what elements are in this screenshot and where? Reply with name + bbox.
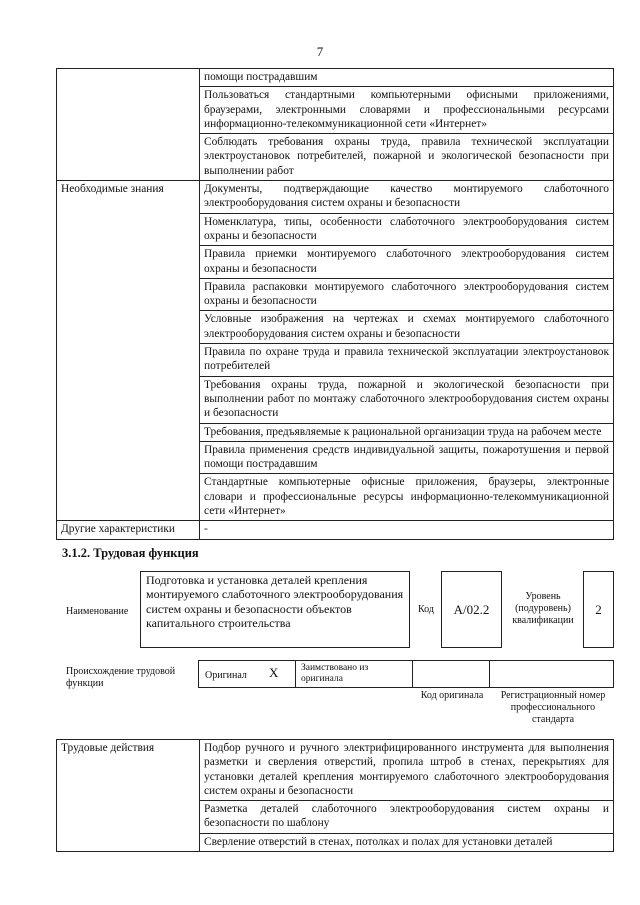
level-label: Уровень (подуровень) квалификации <box>512 591 574 626</box>
reg-number-cell <box>489 660 614 688</box>
table-row <box>57 521 614 539</box>
row-text: Сверление отверстий в стенах, потолках и полах для установки деталей <box>200 833 614 851</box>
original-mark: X <box>269 665 279 680</box>
row-text: Соблюдать требования охраны труда, правила технической эксплуатации электроустановок потребителей, пожарной и экологической безопасности при выполнении работ <box>200 134 614 181</box>
page-number: 7 <box>316 44 324 59</box>
row-text: Стандартные компьютерные офисные приложения, браузеры, электронные словари и профессиональные ресурсы информационно-телекоммуникационной сети «Интернет» <box>200 474 614 521</box>
name-label: Наименование <box>66 606 129 617</box>
row-text: Подбор ручного и ручного электрифицированного инструмента для выполнения разметки и сверления отверстий, пропила штроб в стенах, перекрытиях для установки деталей крепления монтируемого слаботочного электрооборудования систем охраны и безопасности <box>200 740 614 801</box>
reg-number-label: Регистрационный номер профессионального стандарта <box>500 690 606 725</box>
row-text: Правила распаковки монтируемого слаботочного электрооборудования систем охраны и безопасности <box>200 278 614 311</box>
original-code-cell <box>412 660 490 688</box>
table-row <box>57 181 614 214</box>
row-text: Правила приемки монтируемого слаботочного электрооборудования систем охраны и безопасности <box>200 246 614 279</box>
table-row <box>57 740 614 801</box>
function-name-box: Подготовка и установка деталей крепления монтируемого слаботочного электрооборудования систем охраны и безопасности объектов капитального строительства <box>140 571 410 648</box>
origin-row <box>198 660 614 688</box>
row-text: помощи пострадавшим <box>200 69 614 87</box>
code-value-box: А/02.2 <box>441 571 502 648</box>
level-value-box: 2 <box>583 571 614 648</box>
borrowed-cell <box>295 660 413 688</box>
borrowed-label: Заимствовано из оригинала <box>301 663 369 684</box>
table-row <box>57 69 614 87</box>
original-cell <box>198 660 296 688</box>
row-text: Требования охраны труда, пожарной и экологической безопасности при выполнении работ по монтажу слаботочного электрооборудования систем охраны и безопасности <box>200 376 614 423</box>
row-text: - <box>200 521 614 539</box>
row-label: Другие характеристики <box>57 521 200 539</box>
row-label <box>57 69 200 181</box>
section-heading: 3.1.2. Трудовая функция <box>62 546 199 560</box>
origin-label: Происхождение трудовой функции <box>66 666 176 689</box>
row-text: Пользоваться стандартными компьютерными офисными приложениями, браузерами, электронными словарями и профессиональными ресурсами информационно-телекоммуникационной сети «Интернет» <box>200 87 614 134</box>
row-text: Номенклатура, типы, особенности слаботочного электрооборудования систем охраны и безопасности <box>200 213 614 246</box>
skills-knowledge-table <box>56 68 614 540</box>
code-original-label: Код оригинала <box>420 690 484 701</box>
row-text: Разметка деталей слаботочного электрооборудования систем охраны и безопасности по шаблону <box>200 801 614 834</box>
original-label: Оригинал <box>205 670 247 681</box>
row-text: Документы, подтверждающие качество монтируемого слаботочного электрооборудования систем охраны и безопасности <box>200 181 614 214</box>
row-label: Необходимые знания <box>57 181 200 521</box>
row-label: Трудовые действия <box>57 740 200 852</box>
row-text: Требования, предъявляемые к рациональной организации труда на рабочем месте <box>200 423 614 441</box>
row-text: Правила по охране труда и правила технической эксплуатации электроустановок потребителей <box>200 344 614 377</box>
code-label: Код <box>418 604 434 615</box>
row-text: Правила применения средств индивидуальной защиты, пожаротушения и первой помощи пострадавшим <box>200 441 614 474</box>
row-text: Условные изображения на чертежах и схемах монтируемого слаботочного электрооборудования систем охраны и безопасности <box>200 311 614 344</box>
labor-actions-table <box>56 739 614 852</box>
